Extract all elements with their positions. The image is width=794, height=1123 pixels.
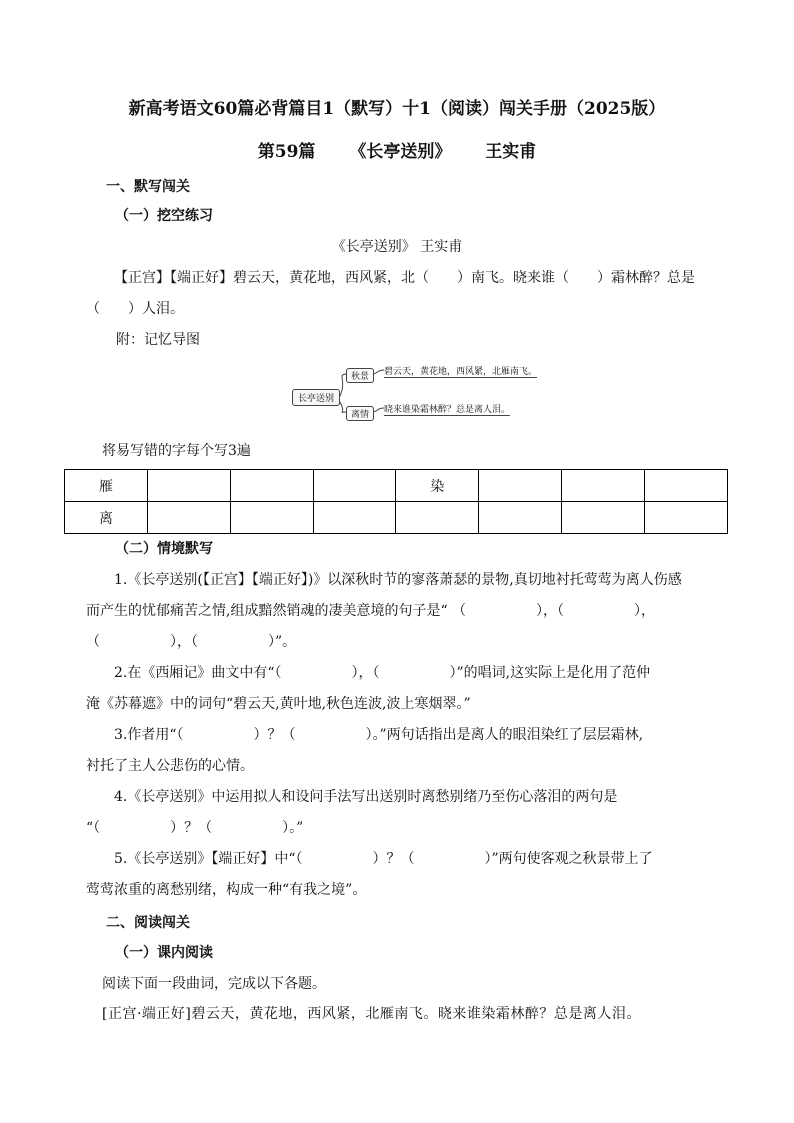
writing-cell[interactable] (562, 502, 645, 534)
question-5-line-1: 5.《长亭送别》【端正好】中“（ ）？（ ）”两句使客观之秋景带上了 (114, 851, 653, 867)
page-subtitle (0, 137, 794, 162)
table-cell-char: 离 (65, 502, 148, 534)
writing-cell[interactable] (147, 502, 230, 534)
subsection-heading-context-dictation: （二）情境默写 (115, 541, 213, 557)
table-row (65, 502, 728, 534)
writing-cell[interactable] (479, 502, 562, 534)
writing-cell[interactable] (313, 502, 396, 534)
memory-map-label: 附：记忆导图 (116, 332, 200, 348)
mind-map-branch-scenery: 秋景 (346, 368, 374, 383)
table-row (65, 470, 728, 502)
writing-cell[interactable] (230, 502, 313, 534)
table-cell-char: 染 (396, 470, 479, 502)
mind-map-branch-parting: 离情 (346, 406, 374, 421)
mind-map-leaf-parting: 晓来谁染霜林醉？总是离人泪。 (384, 402, 510, 416)
question-4-line-2: “（ ）？（ ）。” (86, 820, 304, 836)
article-number: 第59篇 (257, 142, 316, 162)
poem-title: 《长亭送别》 王实甫 (331, 239, 463, 255)
writing-cell[interactable] (479, 470, 562, 502)
writing-cell[interactable] (313, 470, 396, 502)
writing-cell[interactable] (396, 502, 479, 534)
memory-mind-map (292, 360, 552, 422)
writing-cell[interactable] (562, 470, 645, 502)
writing-cell[interactable] (147, 470, 230, 502)
subsection-heading-in-class-reading: （一）课内阅读 (115, 945, 213, 961)
author-name: 王实甫 (485, 142, 537, 162)
mind-map-leaf-scenery: 碧云天，黄花地，西风紧，北雁南飞。 (384, 364, 537, 378)
section-heading-dictation: 一、默写闯关 (106, 179, 190, 195)
writing-practice-table (64, 469, 728, 534)
question-2-line-2: 淹《苏幕遮》中的词句“碧云天,黄叶地,秋色连波,波上寒烟翠。” (86, 696, 471, 712)
question-4-line-1: 4.《长亭送别》中运用拟人和设问手法写出送别时离愁别绪乃至伤心落泪的两句是 (114, 789, 618, 805)
copy-instruction: 将易写错的字每个写3遍 (102, 443, 251, 459)
reading-passage: [正宫·端正好]碧云天，黄花地，西风紧，北雁南飞。晓来谁染霜林醉？总是离人泪。 (102, 1006, 641, 1022)
writing-cell[interactable] (645, 470, 728, 502)
table-cell-char: 雁 (65, 470, 148, 502)
subsection-heading-fill-blank: （一）挖空练习 (115, 208, 213, 224)
fill-blank-line-2: （ ）人泪。 (86, 301, 184, 317)
question-3-line-2: 衬托了主人公悲伤的心情。 (86, 758, 254, 774)
work-title: 《长亭送别》 (349, 142, 452, 162)
writing-cell[interactable] (230, 470, 313, 502)
writing-cell[interactable] (645, 502, 728, 534)
mind-map-center: 长亭送别 (292, 389, 340, 406)
question-5-line-2: 莺莺浓重的离愁别绪，构成一种“有我之境”。 (86, 882, 367, 898)
fill-blank-line-1: 【正宫】【端正好】碧云天，黄花地，西风紧，北（ ）南飞。晓来谁（ ）霜林醉？总是 (114, 270, 695, 286)
page-title: 新高考语文60篇必背篇目1（默写）十1（阅读）闯关手册（2025版） (128, 99, 666, 119)
reading-instruction: 阅读下面一段曲词，完成以下各题。 (102, 976, 326, 992)
question-1-line-2: 而产生的忧郁痛苦之情,组成黯然销魂的凄美意境的句子是“ （ ），（ ）， (86, 603, 656, 619)
question-3-line-1: 3.作者用“（ ）？（ ）。”两句话指出是离人的眼泪染红了层层霜林, (114, 727, 644, 743)
section-heading-reading: 二、阅读闯关 (106, 915, 190, 931)
question-1-line-3: （ ），（ ）”。 (86, 634, 297, 650)
question-2-line-1: 2.在《西厢记》曲文中有“（ ），（ ）”的唱词,这实际上是化用了范仲 (114, 665, 651, 681)
question-1-line-1: 1.《长亭送别(【正宫】【端正好】)》以深秋时节的寥落萧瑟的景物,真切地衬托莺莺为离人伤感 (114, 572, 682, 588)
